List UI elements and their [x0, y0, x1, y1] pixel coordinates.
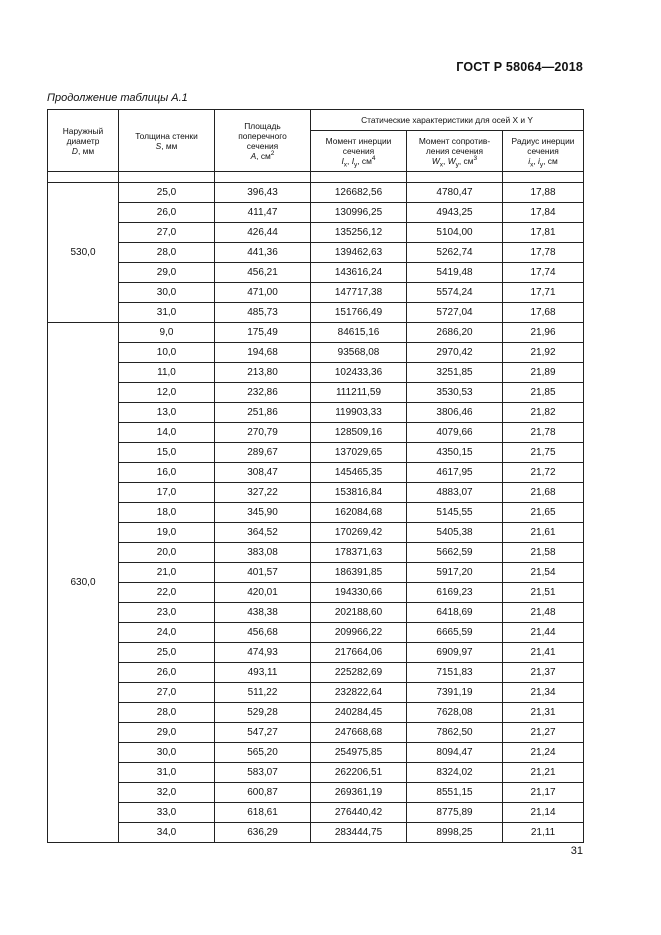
area-cell: 396,43 — [215, 183, 311, 203]
table-row — [48, 263, 584, 283]
radius-gyration-cell: 21,27 — [503, 723, 584, 743]
table-row — [48, 643, 584, 663]
table-row — [48, 303, 584, 323]
moment-inertia-cell: 130996,25 — [311, 203, 407, 223]
moment-inertia-cell: 143616,24 — [311, 263, 407, 283]
section-modulus-cell: 4780,47 — [407, 183, 503, 203]
radius-gyration-cell: 21,92 — [503, 343, 584, 363]
section-modulus-cell: 5419,48 — [407, 263, 503, 283]
section-modulus-cell: 5104,00 — [407, 223, 503, 243]
moment-inertia-cell: 247668,68 — [311, 723, 407, 743]
wall-thickness-cell: 14,0 — [119, 423, 215, 443]
section-modulus-cell: 3530,53 — [407, 383, 503, 403]
area-cell: 411,47 — [215, 203, 311, 223]
area-cell: 270,79 — [215, 423, 311, 443]
area-cell: 471,00 — [215, 283, 311, 303]
radius-gyration-cell: 21,37 — [503, 663, 584, 683]
wall-thickness-cell: 22,0 — [119, 583, 215, 603]
radius-gyration-cell: 21,75 — [503, 443, 584, 463]
moment-inertia-cell: 178371,63 — [311, 543, 407, 563]
moment-inertia-cell: 194330,66 — [311, 583, 407, 603]
wall-thickness-cell: 11,0 — [119, 363, 215, 383]
moment-inertia-cell: 145465,35 — [311, 463, 407, 483]
moment-inertia-cell: 186391,85 — [311, 563, 407, 583]
radius-gyration-cell: 21,44 — [503, 623, 584, 643]
wall-thickness-cell: 15,0 — [119, 443, 215, 463]
moment-inertia-cell: 217664,06 — [311, 643, 407, 663]
table-row — [48, 343, 584, 363]
radius-gyration-cell: 21,72 — [503, 463, 584, 483]
area-cell: 251,86 — [215, 403, 311, 423]
table-row — [48, 823, 584, 843]
moment-inertia-cell: 102433,36 — [311, 363, 407, 383]
table-row — [48, 363, 584, 383]
radius-gyration-cell: 17,88 — [503, 183, 584, 203]
table-row — [48, 223, 584, 243]
header-wall-thickness: Толщина стенки S, мм — [119, 110, 215, 172]
radius-gyration-cell: 21,78 — [503, 423, 584, 443]
moment-inertia-cell: 137029,65 — [311, 443, 407, 463]
section-modulus-cell: 6909,97 — [407, 643, 503, 663]
radius-gyration-cell: 21,31 — [503, 703, 584, 723]
wall-thickness-cell: 31,0 — [119, 763, 215, 783]
table-row — [48, 783, 584, 803]
radius-gyration-cell: 21,96 — [503, 323, 584, 343]
area-cell: 364,52 — [215, 523, 311, 543]
wall-thickness-cell: 26,0 — [119, 203, 215, 223]
section-modulus-cell: 8998,25 — [407, 823, 503, 843]
area-cell: 175,49 — [215, 323, 311, 343]
section-modulus-cell: 4943,25 — [407, 203, 503, 223]
header-static-characteristics: Статические характеристики для осей X и Y — [311, 110, 584, 131]
section-modulus-cell: 5145,55 — [407, 503, 503, 523]
table-row — [48, 663, 584, 683]
header-radius-of-gyration: Радиус инерции сечения $i_x$, $i_y$, см — [503, 131, 584, 172]
wall-thickness-cell: 30,0 — [119, 283, 215, 303]
moment-inertia-cell: 84615,16 — [311, 323, 407, 343]
header-outer-diameter: Наружный диаметр D, мм — [48, 110, 119, 172]
moment-inertia-cell: 135256,12 — [311, 223, 407, 243]
table-row — [48, 443, 584, 463]
header-spacer-row — [48, 172, 584, 183]
moment-inertia-cell: 151766,49 — [311, 303, 407, 323]
area-cell: 420,01 — [215, 583, 311, 603]
table-row — [48, 423, 584, 443]
moment-inertia-cell: 126682,56 — [311, 183, 407, 203]
section-modulus-cell: 4883,07 — [407, 483, 503, 503]
area-cell: 618,61 — [215, 803, 311, 823]
outer-diameter-cell: 530,0 — [48, 183, 119, 323]
wall-thickness-cell: 25,0 — [119, 183, 215, 203]
section-modulus-cell: 4350,15 — [407, 443, 503, 463]
radius-gyration-cell: 17,81 — [503, 223, 584, 243]
section-modulus-cell: 8094,47 — [407, 743, 503, 763]
table-row — [48, 403, 584, 423]
area-cell: 401,57 — [215, 563, 311, 583]
section-modulus-cell: 4617,95 — [407, 463, 503, 483]
moment-inertia-cell: 232822,64 — [311, 683, 407, 703]
area-cell: 456,68 — [215, 623, 311, 643]
radius-gyration-cell: 21,34 — [503, 683, 584, 703]
wall-thickness-cell: 25,0 — [119, 643, 215, 663]
moment-inertia-cell: 170269,42 — [311, 523, 407, 543]
area-cell: 565,20 — [215, 743, 311, 763]
radius-gyration-cell: 21,68 — [503, 483, 584, 503]
moment-inertia-cell: 153816,84 — [311, 483, 407, 503]
moment-inertia-cell: 147717,38 — [311, 283, 407, 303]
wall-thickness-cell: 31,0 — [119, 303, 215, 323]
wall-thickness-cell: 9,0 — [119, 323, 215, 343]
moment-inertia-cell: 254975,85 — [311, 743, 407, 763]
radius-gyration-cell: 21,21 — [503, 763, 584, 783]
radius-gyration-cell: 21,48 — [503, 603, 584, 623]
header-moment-of-inertia: Момент инерции сечения $I_x$, $I_y$, $см^4$ — [311, 131, 407, 172]
table-row — [48, 683, 584, 703]
wall-thickness-cell: 34,0 — [119, 823, 215, 843]
wall-thickness-cell: 32,0 — [119, 783, 215, 803]
section-modulus-cell: 5405,38 — [407, 523, 503, 543]
radius-gyration-cell: 17,78 — [503, 243, 584, 263]
area-cell: 289,67 — [215, 443, 311, 463]
wall-thickness-cell: 13,0 — [119, 403, 215, 423]
area-cell: 327,22 — [215, 483, 311, 503]
radius-gyration-cell: 21,85 — [503, 383, 584, 403]
area-cell: 485,73 — [215, 303, 311, 323]
table-row — [48, 623, 584, 643]
radius-gyration-cell: 21,51 — [503, 583, 584, 603]
table-row — [48, 563, 584, 583]
radius-gyration-cell: 21,58 — [503, 543, 584, 563]
area-cell: 308,47 — [215, 463, 311, 483]
section-modulus-cell: 7628,08 — [407, 703, 503, 723]
table-row — [48, 503, 584, 523]
wall-thickness-cell: 17,0 — [119, 483, 215, 503]
table-row — [48, 283, 584, 303]
area-cell: 438,38 — [215, 603, 311, 623]
area-cell: 529,28 — [215, 703, 311, 723]
radius-gyration-cell: 17,84 — [503, 203, 584, 223]
area-cell: 426,44 — [215, 223, 311, 243]
moment-inertia-cell: 209966,22 — [311, 623, 407, 643]
moment-inertia-cell: 111211,59 — [311, 383, 407, 403]
area-cell: 474,93 — [215, 643, 311, 663]
section-modulus-cell: 7391,19 — [407, 683, 503, 703]
radius-gyration-cell: 21,41 — [503, 643, 584, 663]
radius-gyration-cell: 21,11 — [503, 823, 584, 843]
section-modulus-cell: 5917,20 — [407, 563, 503, 583]
moment-inertia-cell: 139462,63 — [311, 243, 407, 263]
moment-inertia-cell: 276440,42 — [311, 803, 407, 823]
wall-thickness-cell: 26,0 — [119, 663, 215, 683]
radius-gyration-cell: 21,82 — [503, 403, 584, 423]
table-row — [48, 723, 584, 743]
radius-gyration-cell: 21,24 — [503, 743, 584, 763]
area-cell: 213,80 — [215, 363, 311, 383]
radius-gyration-cell: 17,71 — [503, 283, 584, 303]
table-row — [48, 323, 584, 343]
radius-gyration-cell: 17,74 — [503, 263, 584, 283]
wall-thickness-cell: 20,0 — [119, 543, 215, 563]
table-row — [48, 243, 584, 263]
section-modulus-cell: 6418,69 — [407, 603, 503, 623]
section-modulus-cell: 8551,15 — [407, 783, 503, 803]
page-number: 31 — [570, 845, 583, 857]
table-body — [48, 183, 584, 843]
radius-gyration-cell: 21,54 — [503, 563, 584, 583]
section-modulus-cell: 5262,74 — [407, 243, 503, 263]
section-modulus-cell: 2686,20 — [407, 323, 503, 343]
area-cell: 232,86 — [215, 383, 311, 403]
moment-inertia-cell: 119903,33 — [311, 403, 407, 423]
table-header — [48, 110, 584, 183]
section-modulus-cell: 5662,59 — [407, 543, 503, 563]
moment-inertia-cell: 283444,75 — [311, 823, 407, 843]
wall-thickness-cell: 30,0 — [119, 743, 215, 763]
moment-inertia-cell: 269361,19 — [311, 783, 407, 803]
wall-thickness-cell: 27,0 — [119, 223, 215, 243]
section-modulus-cell: 5574,24 — [407, 283, 503, 303]
section-modulus-cell: 3251,85 — [407, 363, 503, 383]
area-cell: 441,36 — [215, 243, 311, 263]
wall-thickness-cell: 29,0 — [119, 263, 215, 283]
table-row — [48, 383, 584, 403]
section-modulus-cell: 8775,89 — [407, 803, 503, 823]
area-cell: 511,22 — [215, 683, 311, 703]
table-row — [48, 203, 584, 223]
section-modulus-cell: 6665,59 — [407, 623, 503, 643]
radius-gyration-cell: 21,61 — [503, 523, 584, 543]
section-modulus-cell: 7151,83 — [407, 663, 503, 683]
table-row — [48, 183, 584, 203]
moment-inertia-cell: 128509,16 — [311, 423, 407, 443]
radius-gyration-cell: 21,65 — [503, 503, 584, 523]
wall-thickness-cell: 33,0 — [119, 803, 215, 823]
moment-inertia-cell: 225282,69 — [311, 663, 407, 683]
section-modulus-cell: 7862,50 — [407, 723, 503, 743]
table-row — [48, 463, 584, 483]
area-cell: 636,29 — [215, 823, 311, 843]
area-cell: 493,11 — [215, 663, 311, 683]
document-code: ГОСТ Р 58064—2018 — [456, 60, 583, 74]
section-modulus-cell: 5727,04 — [407, 303, 503, 323]
area-cell: 194,68 — [215, 343, 311, 363]
radius-gyration-cell: 17,68 — [503, 303, 584, 323]
table-row — [48, 803, 584, 823]
wall-thickness-cell: 24,0 — [119, 623, 215, 643]
table-row — [48, 583, 584, 603]
table-row — [48, 603, 584, 623]
table-row — [48, 763, 584, 783]
table-row — [48, 743, 584, 763]
moment-inertia-cell: 162084,68 — [311, 503, 407, 523]
area-cell: 583,07 — [215, 763, 311, 783]
wall-thickness-cell: 21,0 — [119, 563, 215, 583]
properties-table — [47, 109, 584, 843]
moment-inertia-cell: 240284,45 — [311, 703, 407, 723]
table-row — [48, 483, 584, 503]
section-modulus-cell: 3806,46 — [407, 403, 503, 423]
wall-thickness-cell: 16,0 — [119, 463, 215, 483]
wall-thickness-cell: 10,0 — [119, 343, 215, 363]
wall-thickness-cell: 27,0 — [119, 683, 215, 703]
wall-thickness-cell: 23,0 — [119, 603, 215, 623]
radius-gyration-cell: 21,14 — [503, 803, 584, 823]
wall-thickness-cell: 29,0 — [119, 723, 215, 743]
wall-thickness-cell: 28,0 — [119, 703, 215, 723]
area-cell: 456,21 — [215, 263, 311, 283]
table-row — [48, 543, 584, 563]
section-modulus-cell: 6169,23 — [407, 583, 503, 603]
moment-inertia-cell: 202188,60 — [311, 603, 407, 623]
header-section-modulus: Момент сопротив- ления сечения $W_x$, $W_y$, $см^3$ — [407, 131, 503, 172]
table-row — [48, 703, 584, 723]
area-cell: 345,90 — [215, 503, 311, 523]
radius-gyration-cell: 21,89 — [503, 363, 584, 383]
table-caption: Продолжение таблицы А.1 — [47, 92, 188, 104]
area-cell: 600,87 — [215, 783, 311, 803]
wall-thickness-cell: 18,0 — [119, 503, 215, 523]
header-cross-section-area: Площадь поперечного сечения A, $см^2$ — [215, 110, 311, 172]
area-cell: 547,27 — [215, 723, 311, 743]
moment-inertia-cell: 93568,08 — [311, 343, 407, 363]
section-modulus-cell: 8324,02 — [407, 763, 503, 783]
wall-thickness-cell: 28,0 — [119, 243, 215, 263]
wall-thickness-cell: 19,0 — [119, 523, 215, 543]
table-row — [48, 523, 584, 543]
radius-gyration-cell: 21,17 — [503, 783, 584, 803]
wall-thickness-cell: 12,0 — [119, 383, 215, 403]
area-cell: 383,08 — [215, 543, 311, 563]
moment-inertia-cell: 262206,51 — [311, 763, 407, 783]
section-modulus-cell: 4079,66 — [407, 423, 503, 443]
section-modulus-cell: 2970,42 — [407, 343, 503, 363]
outer-diameter-cell: 630,0 — [48, 323, 119, 843]
